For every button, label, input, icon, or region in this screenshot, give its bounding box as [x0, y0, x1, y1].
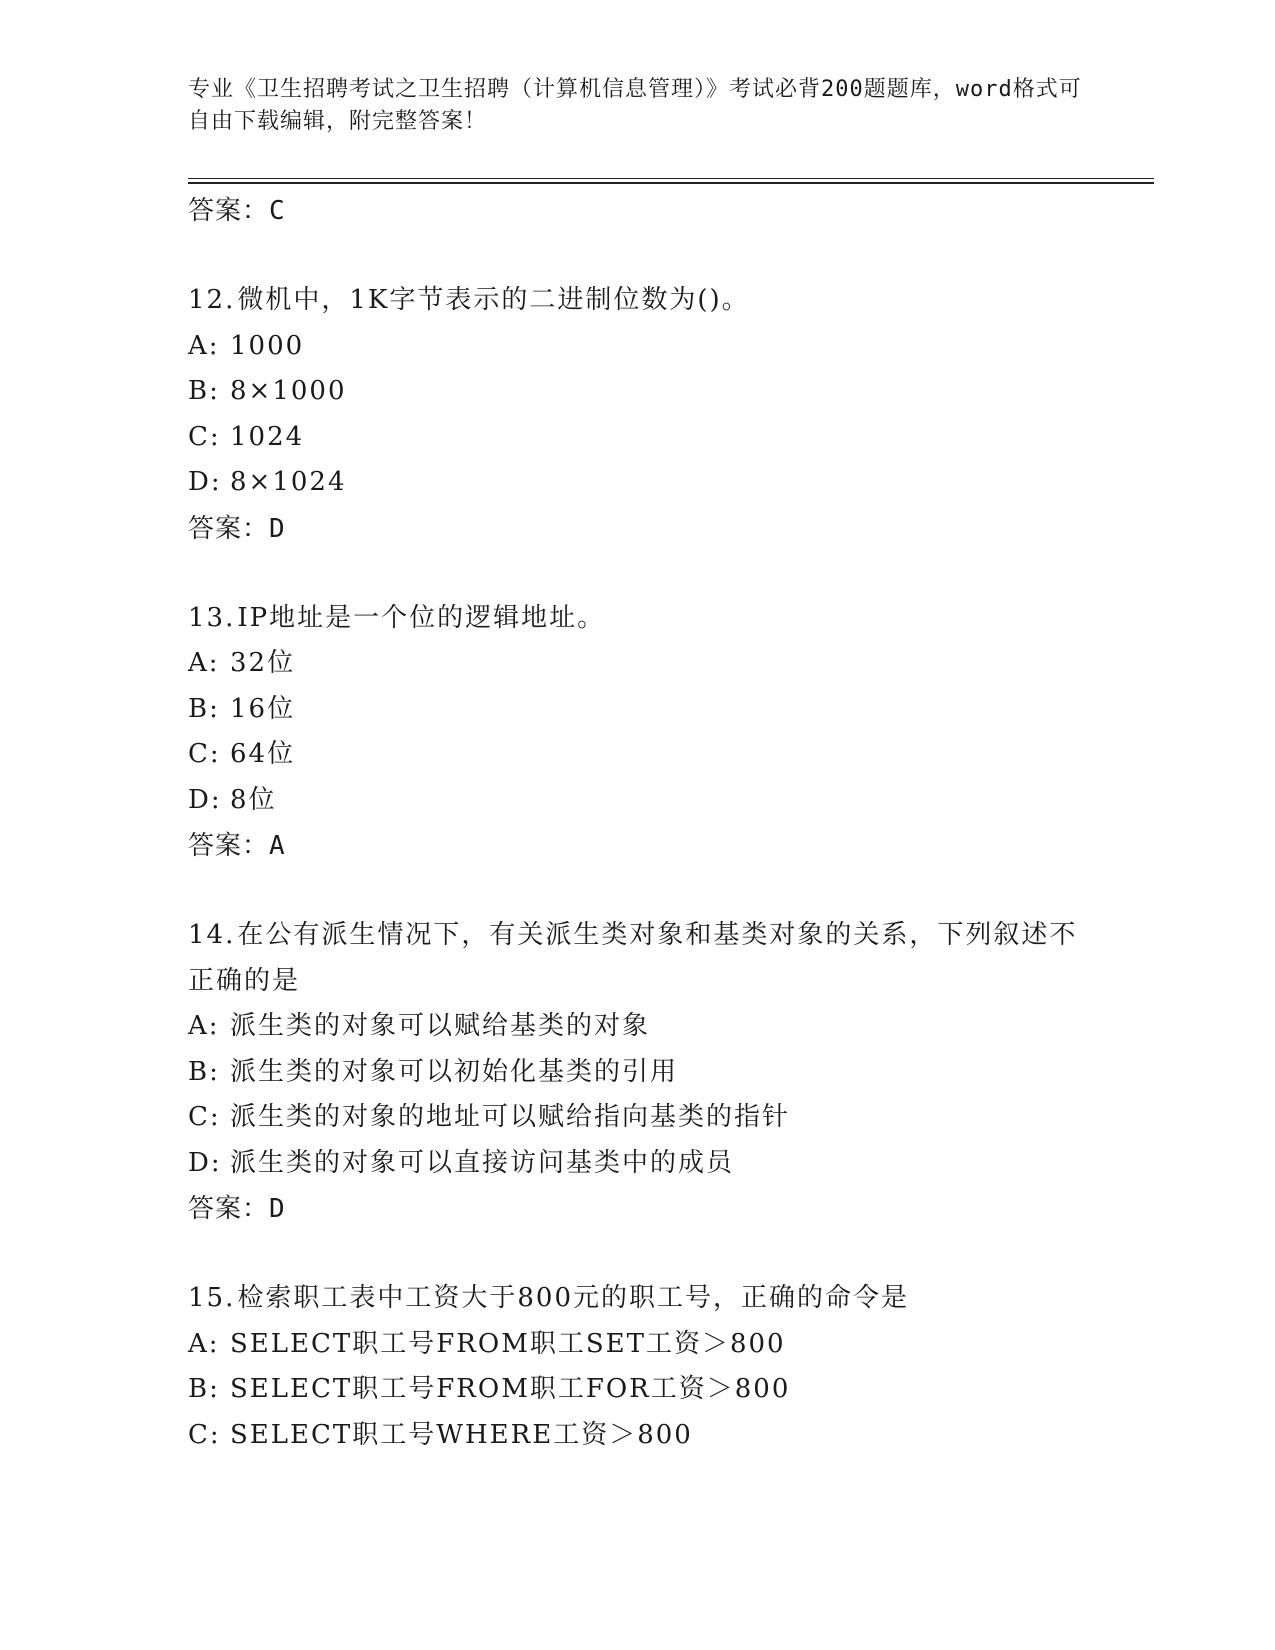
- option-text: SELECT职工号FROM职工FOR工资＞800: [230, 1374, 791, 1404]
- option-text: 8×1000: [230, 376, 347, 406]
- option-letter: C:: [188, 421, 221, 452]
- option-text: 派生类的对象可以赋给基类的对象: [230, 1011, 651, 1041]
- option-letter: D:: [188, 467, 222, 497]
- question-text: [188, 1276, 1088, 1322]
- option-b: [188, 369, 1088, 415]
- option-letter: A:: [188, 330, 220, 361]
- option-letter: B:: [188, 693, 220, 724]
- option-letter: C:: [188, 1102, 221, 1132]
- option-text: 派生类的对象可以直接访问基类中的成员: [230, 1147, 735, 1178]
- question-number: 14.: [188, 920, 236, 950]
- option-text: SELECT职工号FROM职工SET工资＞800: [230, 1328, 786, 1359]
- question-number: 13.: [188, 602, 236, 633]
- option-letter: D:: [188, 784, 222, 815]
- option-text: 1024: [230, 421, 305, 452]
- option-c: [188, 1095, 1088, 1141]
- answer-line: 答案：D: [188, 513, 286, 544]
- question-number: 12.: [188, 285, 236, 315]
- answer-line: 答案：C: [188, 196, 286, 226]
- document-header: 专业《卫生招聘考试之卫生招聘（计算机信息管理）》考试必背200题题库，word格式可自由下载编辑，附完整答案！: [188, 77, 1082, 134]
- option-a: [188, 641, 1088, 687]
- option-d: [188, 778, 1088, 824]
- option-text: 16位: [230, 693, 296, 724]
- option-c: [188, 732, 1088, 778]
- option-a: [188, 324, 1088, 370]
- question-block-15: [188, 1276, 1088, 1458]
- option-text: 32位: [230, 648, 296, 678]
- option-letter: A:: [188, 648, 220, 678]
- option-b: [188, 1367, 1088, 1413]
- option-d: [188, 460, 1088, 506]
- option-letter: B:: [188, 1056, 220, 1087]
- option-letter: C:: [188, 1419, 221, 1450]
- option-a: [188, 1004, 1088, 1050]
- option-letter: B:: [188, 376, 220, 406]
- option-text: SELECT职工号WHERE工资＞800: [230, 1419, 693, 1450]
- question-block-11: [188, 188, 1088, 234]
- option-b: [188, 687, 1088, 733]
- question-stem: 检索职工表中工资大于800元的职工号，正确的命令是: [237, 1283, 909, 1313]
- option-d: [188, 1141, 1088, 1187]
- option-text: 1000: [230, 330, 305, 361]
- question-number: 15.: [188, 1283, 236, 1313]
- question-block-12: [188, 278, 1088, 552]
- option-a: [188, 1322, 1088, 1368]
- question-text: [188, 596, 1088, 642]
- option-letter: A:: [188, 1328, 220, 1359]
- option-c: [188, 1413, 1088, 1459]
- header-divider-thin: [188, 178, 1154, 179]
- answer-line: 答案：A: [188, 831, 286, 861]
- question-list: [188, 188, 1088, 1458]
- option-letter: A:: [188, 1011, 220, 1041]
- option-text: 8位: [230, 784, 277, 815]
- question-stem: 在公有派生情况下，有关派生类对象和基类对象的关系，下列叙述不正确的是: [188, 920, 1078, 996]
- option-text: 64位: [230, 739, 296, 769]
- option-letter: D:: [188, 1147, 222, 1178]
- question-stem: IP地址是一个位的逻辑地址。: [237, 602, 606, 633]
- option-text: 派生类的对象可以初始化基类的引用: [230, 1056, 679, 1087]
- option-letter: C:: [188, 739, 221, 769]
- option-c: [188, 415, 1088, 461]
- question-block-14: [188, 913, 1088, 1232]
- header-divider-thick: [188, 182, 1154, 184]
- option-text: 派生类的对象的地址可以赋给指向基类的指针: [230, 1102, 791, 1132]
- option-text: 8×1024: [230, 467, 347, 497]
- option-b: [188, 1050, 1088, 1096]
- question-stem: 微机中，1K字节表示的二进制位数为()。: [237, 285, 750, 315]
- option-letter: B:: [188, 1374, 220, 1404]
- question-block-13: [188, 596, 1088, 870]
- question-text: [188, 278, 1088, 324]
- question-text: [188, 913, 1088, 1004]
- answer-line: 答案：D: [188, 1194, 286, 1224]
